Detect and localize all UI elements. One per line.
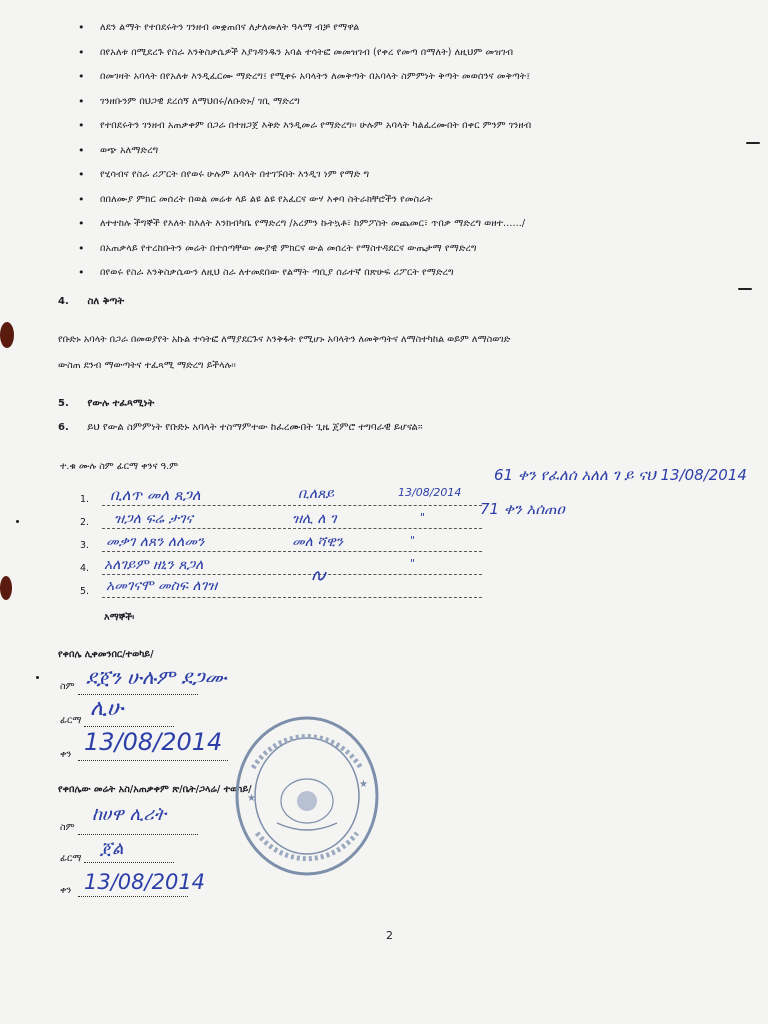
margin-mark (36, 676, 39, 679)
member-signature: ቢለጸይ (298, 486, 335, 502)
section-body: ይህ የውል ስምምነት የቡድኑ አባላት ተስማምተው ከፈረሙበት ጊዜ ጀምሮ ተግባራዊ ይሆናል፡፡ (87, 422, 423, 433)
member-date: " (420, 511, 426, 524)
date-label: ቀን (60, 749, 72, 760)
member-signature-scribble (310, 568, 330, 584)
receiver-1-signature: ሊሁ (90, 696, 124, 721)
row-number: 1. (80, 494, 90, 505)
section-number: 5. (58, 398, 69, 409)
margin-note-line-1: 61 ቀን የፈለሰ አለለ ገ ይ ናህ 13/08/2014 (494, 466, 747, 484)
paragraph-line: ውስጠ ደንብ ማውጣትና ተፈጻሚ ማድረግ ይችላሉ፡፡ (58, 360, 236, 371)
bullet-item: • በበለሙያ ምክር መሰረት በወል መሬቱ ላይ ልዩ ልዩ የአፈርና ውሃ እቀባ ስትራክቸሮችን የመስራት (78, 188, 718, 213)
receiver-1-title: የቀበሌ ሊቀመንበር/ተወካይ/ (58, 649, 154, 660)
bullet-item: • የተበደሩትን ገንዘብ አጠቃቀም በጋራ በተዘጋጀ እቅድ እንዲመራ የማድረግ፡፡ ሁሉም አባላት ካልፈረሙበት በቀር ምንም ገንዘብ (78, 114, 718, 139)
member-date: " (410, 557, 416, 570)
margin-note-line-2: 71 ቀን አሰጠዐ (480, 500, 565, 518)
date-label: ቀን (60, 885, 72, 896)
member-date: 13/08/2014 (398, 486, 462, 499)
receiver-2-name-handwritten: ከሀዋ ሊሪት (92, 804, 167, 825)
member-name-handwritten: አመገናሞ መስፍ ለገዝ (106, 578, 218, 594)
name-label: ስም (60, 822, 75, 833)
section-number: 4. (58, 296, 69, 307)
row-number: 4. (80, 563, 90, 574)
margin-mark (738, 288, 752, 290)
bullet-item: • ለተተከሉ ችግኞች የእለት ከእለት እንክብካቤ የማድረግ /አረምን ኩትኳቶ፣ ከምፖስት መጨመር፣ ጥበቃ ማድረግ ወዘተ....../ (78, 212, 718, 237)
receiver-2-title: የቀበሌው መሬት አስ/አጠቃቀም ጽ/ቤት/ጋላሬ/ ተወካይ/ (58, 784, 252, 795)
section-title: ስለ ቅጣት (87, 296, 125, 307)
svg-text:★: ★ (359, 779, 368, 790)
section-5-heading (58, 398, 154, 409)
bullet-item-continued: • ገንዘቡንም በህጋዊ ደረሰኝ ለማህበሩ/ለቡድኑ/ ገቢ ማድረግ (78, 90, 718, 115)
receiver-2-signature: ጀል (100, 838, 124, 859)
page-number: 2 (386, 929, 393, 942)
sign-label: ፊርማ (60, 715, 82, 726)
sign-label: ፊርማ (60, 853, 82, 864)
bullet-item: • ለደን ልማት የተበደሩትን ገንዘብ መቋጠበና ለታለመለት ዓላማ ብቻ የማዋል (78, 16, 718, 41)
members-table-header: ተ.ቁ ሙሉ ስም ፊርማ ቀንና ዓ.ም (60, 461, 179, 472)
section-6-text (58, 422, 423, 433)
bullet-item: • በየአለቱ በሚደረጉ የስራ እንቅስቃሴዎች እያገዳንዱን አባል ተሳትፎ መመዝገብ (የቀረ የመጣ በማለት) ለዚህም መዝገብ (78, 41, 718, 66)
name-label: ስም (60, 681, 75, 692)
member-name-handwritten: አለገይም ዘኒን ጸጋለ (104, 557, 204, 573)
official-round-stamp (233, 713, 381, 879)
punch-hole (0, 322, 14, 348)
paragraph-line: የቡድኑ አባላት በጋራ በመወያየት አኩል ተሳትፎ ለማያደርጉና እንቅፋት የሚሆኑ አባላትን ለመቅጣትና ለማስተካከል ወይም ለማስወገድ (58, 334, 511, 345)
punch-hole (0, 576, 12, 600)
member-signature: መለ ሻዊን (292, 534, 343, 550)
bullet-item: • የሂሳብና የስራ ሪፖርት በየወሩ ሁሉም አባላት በተገኙበት እንዲገ ነም የማድ ግ (78, 163, 718, 188)
row-number: 2. (80, 517, 90, 528)
bullet-item-continued: • በመገዛት አባላት በየአለቱ እንዲፈርሙ ማድረግ፤ የሚቀሩ አባላትን ለመቅጣት በአባላት ስምምነት ቅጣት መወሰንና መቅጣት፤ (78, 65, 718, 90)
bullet-item: • በአጠቃላይ የተረከቡትን መሬት በተሰጣቸው ሙያዊ ምክርና ውል መሰረት የማስተዳደርና ውጤታማ የማድረግ (78, 237, 718, 262)
row-number: 3. (80, 540, 90, 551)
section-title: የውሉ ተፈጻሚነት (87, 398, 155, 409)
member-name-handwritten: ቢለጥ መለ ጸጋለ (110, 486, 201, 504)
margin-mark (746, 142, 760, 144)
member-name-handwritten: መቃገ ለጸን ለለመን (106, 534, 205, 550)
bullet-item-continued: • ወጭ አለማድረግ (78, 139, 718, 164)
witnesses-label: እማኞች፡ (104, 612, 135, 623)
margin-mark (16, 520, 19, 523)
receiver-1-date-handwritten: 13/08/2014 (84, 728, 223, 756)
section-4-paragraph (58, 327, 708, 379)
receiver-2-date-handwritten: 13/08/2014 (84, 870, 206, 894)
section-4-heading (58, 296, 124, 307)
receiver-1-name-handwritten: ደጀን ሁሉም ደጋሙ (86, 665, 227, 689)
svg-text:★: ★ (247, 793, 256, 804)
duties-bullet-list (78, 16, 718, 286)
section-number: 6. (58, 422, 69, 433)
member-signature: ዝሊ ለ ገ (292, 511, 337, 527)
bullet-item: • በየወሩ የስራ እንቅስቃሴውን ለዚህ ስራ ለተመደበው የልማት ጣቢያ ሰራተኛ በጽሁፍ ሪፖርት የማድረግ (78, 261, 718, 286)
row-number: 5. (80, 586, 90, 597)
member-date: " (410, 534, 416, 547)
member-name-handwritten: ዝጋለ ፍሬ ታገና (114, 511, 193, 527)
